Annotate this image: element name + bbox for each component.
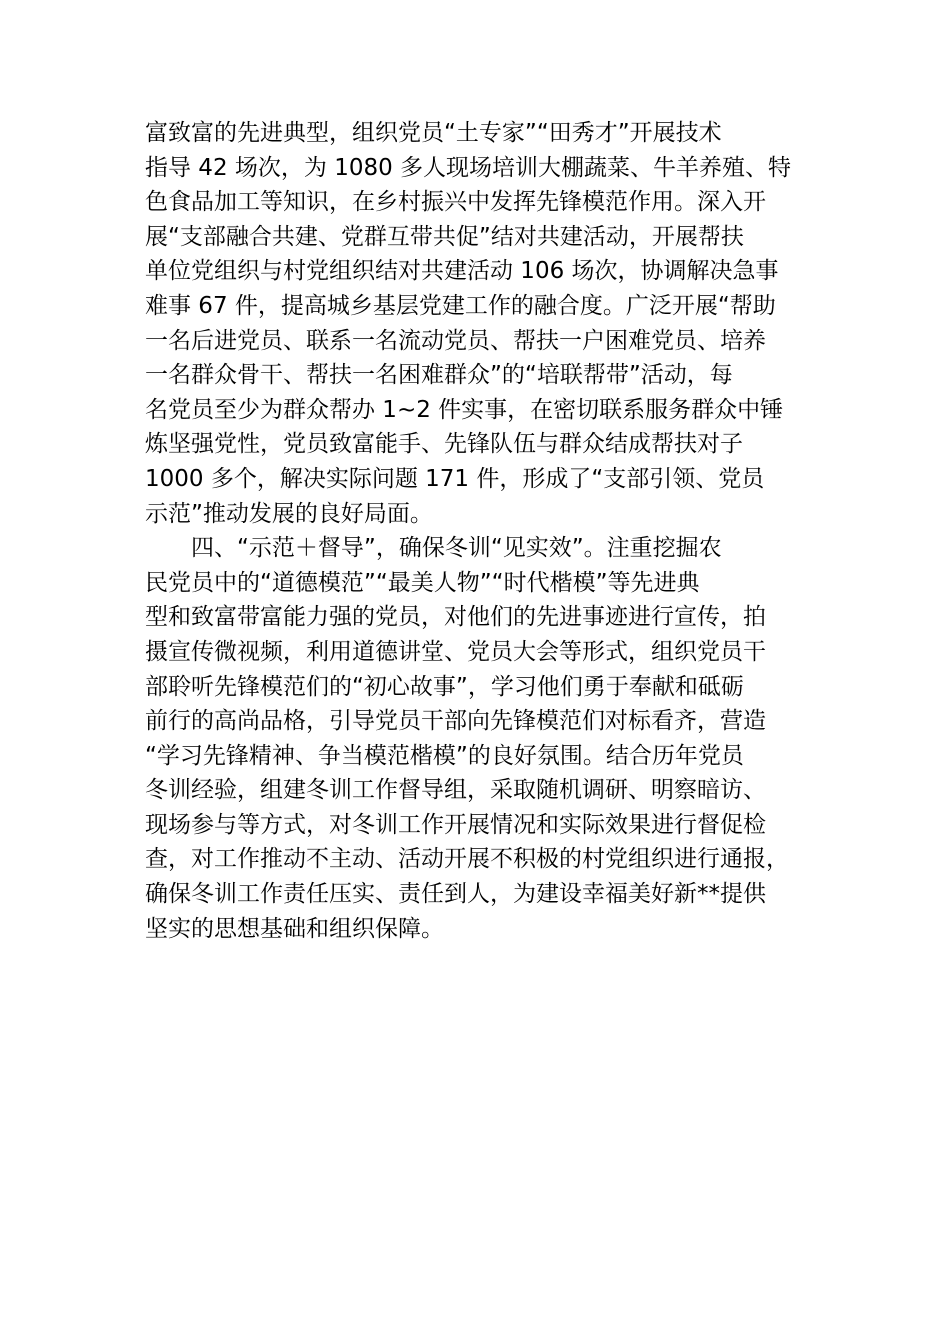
- text-line: 摄宣传微视频，利用道德讲堂、党员大会等形式，组织党员干: [145, 638, 766, 665]
- text-line: “学习先锋精神、争当模范楷模”的良好氛围。结合历年党员: [145, 742, 744, 769]
- text-line: 单位党组织与村党组织结对共建活动 106 场次，协调解决急事: [145, 258, 779, 285]
- text-line: 指导 42 场次，为 1080 多人现场培训大棚蔬菜、牛羊养殖、特: [145, 154, 792, 181]
- text-line: 炼坚强党性，党员致富能手、先锋队伍与群众结成帮扶对子: [145, 431, 743, 458]
- text-line: 难事 67 件，提高城乡基层党建工作的融合度。广泛开展“帮助: [145, 292, 776, 319]
- text-line: 名党员至少为群众帮办 1~2 件实事，在密切联系服务群众中锤: [145, 396, 784, 423]
- text-line: 富致富的先进典型，组织党员“土专家”“田秀才”开展技术: [145, 120, 722, 146]
- text-line: 示范”推动发展的良好局面。: [145, 500, 433, 527]
- paragraph-3-continuation: [145, 116, 810, 531]
- text-line: 部聆听先锋模范们的“初心故事”，学习他们勇于奉献和砥砺: [145, 673, 744, 700]
- paragraph-heading-line: 四、“示范＋督导”，确保冬训“见实效”。注重挖掘农: [191, 535, 722, 562]
- text-line: 民党员中的“道德模范”“最美人物”“时代楷模”等先进典: [145, 569, 700, 596]
- text-line: 冬训经验，组建冬训工作督导组，采取随机调研、明察暗访、: [145, 777, 766, 804]
- paragraph-4: [145, 531, 810, 946]
- text-line: 确保冬训工作责任压实、责任到人，为建设幸福美好新**提供: [145, 881, 766, 908]
- text-line: 查，对工作推动不主动、活动开展不积极的村党组织进行通报，: [145, 846, 789, 873]
- text-line: 现场参与等方式，对冬训工作开展情况和实际效果进行督促检: [145, 811, 766, 838]
- text-line: 一名后进党员、联系一名流动党员、帮扶一户困难党员、培养: [145, 327, 766, 354]
- text-line: 展“支部融合共建、党群互带共促”结对共建活动，开展帮扶: [145, 223, 744, 250]
- text-line: 前行的高尚品格，引导党员干部向先锋模范们对标看齐，营造: [145, 708, 766, 735]
- document-body: [145, 116, 810, 946]
- text-line: 一名群众骨干、帮扶一名困难群众”的“培联帮带”活动，每: [145, 362, 733, 389]
- text-line: 坚实的思想基础和组织保障。: [145, 915, 444, 942]
- text-line: 色食品加工等知识，在乡村振兴中发挥先锋模范作用。深入开: [145, 189, 766, 216]
- text-line: 1000 多个，解决实际问题 171 件，形成了“支部引领、党员: [145, 465, 765, 492]
- text-line: 型和致富带富能力强的党员，对他们的先进事迹进行宣传，拍: [145, 604, 766, 631]
